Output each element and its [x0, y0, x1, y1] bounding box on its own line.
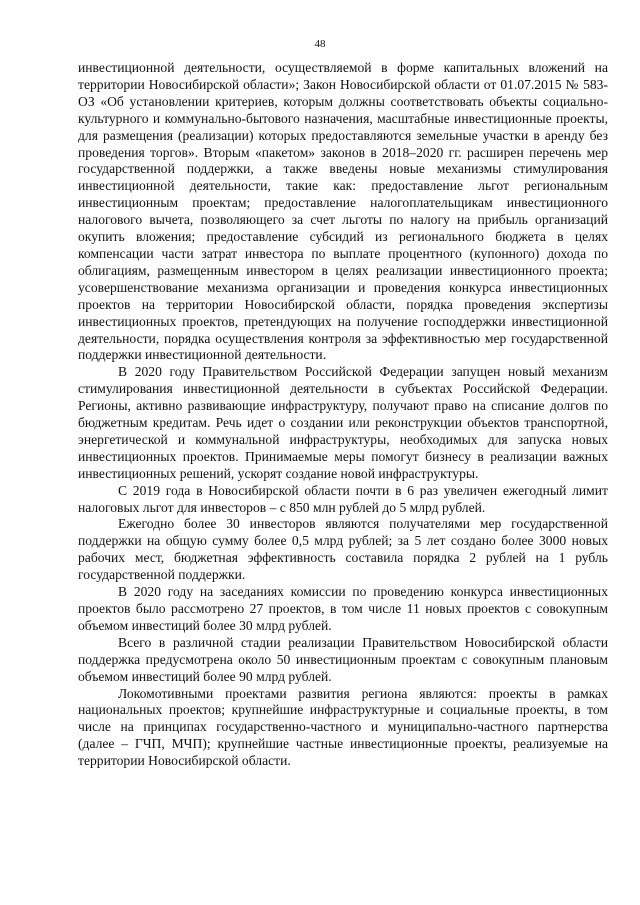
page-number: 48 [314, 38, 326, 50]
paragraph-commission-2020: В 2020 году на заседаниях комиссии по проведению конкурса инвестиционных проектов было рассмотрено 27 проектов, в том числе 11 новых проектов с совокупным объемом инвестиций более 30 млрд рублей. [78, 584, 608, 633]
paragraph-total-projects: Всего в различной стадии реализации Правительством Новосибирской области поддержка предусмотрена около 50 инвестиционным проектам с совокупным плановым объемом инвестиций более 90 млрд рублей. [78, 634, 608, 684]
paragraph-federal-mechanism: В 2020 году Правительством Российской Федерации запущен новый механизм стимулирования инвестиционной деятельности в субъектах Российской Федерации. Регионы, активно развивающие инфраструктуру, получают право на списание долгов по бюджетным кредитам. Речь идет о создании или реконструкции объектов транспортной, энергетической и коммунальной инфраструктуры, необходимых для запуска новых инвестиционных проектов. Принимаемые меры помогут бизнесу в реализации важных инвестиционных решений, ускорят создание новой инфраструктуры. [78, 364, 608, 481]
paragraph-locomotive-projects: Локомотивными проектами развития региона являются: проекты в рамках национальных проектов; крупнейшие инфраструктурные и социальные проекты, в том числе на принципах государственно-частного и муниципально-частного партнерства (далее – ГЧП, МЧП); крупнейшие частные инвестиционные проекты, реализуемые на территории Новосибирской области. [78, 685, 608, 769]
document-body [78, 60, 608, 770]
paragraph-continuation: инвестиционной деятельности, осуществляемой в форме капитальных вложений на территории Новосибирской области»; Закон Новосибирской области от 01.07.2015 № 583-ОЗ «Об установлении критериев, которым должны соответствовать объекты социально-культурного и коммунально-бытового назначения, масштабные инвестиционные проекты, для размещения (реализации) которых предоставляются земельные участки в аренду без проведения торгов». Вторым «пакетом» законов в 2018–2020 гг. расширен перечень мер государственной поддержки, а также введены новые механизмы стимулирования инвестиционной деятельности, такие как: предоставление льгот региональным инвестиционным проектам; предоставление налогоплательщикам инвестиционного налогового вычета, позволяющего за счет льготы по налогу на прибыль организаций окупить вложения; предоставление субсидий из регионального бюджета в целях компенсации части затрат инвестора по выплате процентного (купонного) дохода по облигациям, размещенным инвестором в целях реализации инвестиционного проекта; усовершенствование механизма организации и проведения конкурса инвестиционных проектов на территории Новосибирской области, порядка проведения экспертизы инвестиционных проектов, претендующих на получение господдержки инвестиционной деятельности, порядка осуществления контроля за эффективностью мер государственной поддержки инвестиционной деятельности. [78, 60, 608, 363]
paragraph-tax-limit: С 2019 года в Новосибирской области почти в 6 раз увеличен ежегодный лимит налоговых льгот для инвесторов – с 850 млн рублей до 5 млрд рублей. [78, 482, 608, 515]
paragraph-investor-support: Ежегодно более 30 инвесторов являются получателями мер государственной поддержки на общую сумму более 0,5 млрд рублей; за 5 лет создано более 3000 новых рабочих мест, бюджетная эффективность составила порядка 2 рублей на 1 рубль государственной поддержки. [78, 516, 608, 583]
